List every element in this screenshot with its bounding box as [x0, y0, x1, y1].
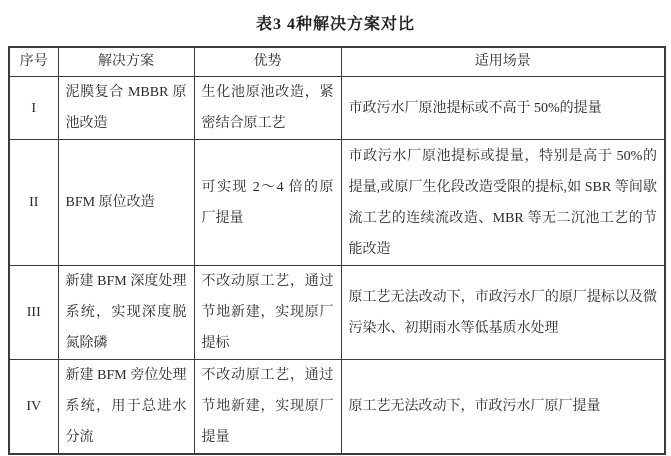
table-row: [9, 266, 665, 360]
cell-no: IV: [9, 360, 58, 455]
cell-scenario: 原工艺无法改动下，市政污水厂的原厂提标以及微污染水、初期雨水等低基质水处理: [341, 266, 665, 360]
cell-no: II: [9, 140, 58, 266]
cell-solution: 新建 BFM 旁位处理系统，用于总进水分流: [58, 360, 194, 455]
table-row: [9, 77, 665, 140]
table-row: [9, 360, 665, 455]
cell-advantage: 不改动原工艺，通过节地新建，实现原厂提量: [194, 360, 341, 455]
column-header-no: 序号: [9, 47, 58, 77]
column-header-scenario: 适用场景: [341, 47, 665, 77]
cell-advantage: 可实现 2～4 倍的原厂提量: [194, 140, 341, 266]
cell-solution: 新建 BFM 深度处理系统，实现深度脱氮除磷: [58, 266, 194, 360]
cell-solution: 泥膜复合 MBBR 原池改造: [58, 77, 194, 140]
table-caption: 表3 4种解决方案对比: [255, 16, 415, 33]
cell-scenario: 市政污水厂原池提标或不高于 50%的提量: [341, 77, 665, 140]
column-header-solution: 解决方案: [58, 47, 194, 77]
cell-scenario: 市政污水厂原池提标或提量，特别是高于 50%的提量,或原厂生化段改造受限的提标,如 SBR 等间歇流工艺的连续流改造、MBR 等无二沉池工艺的节能改造: [341, 140, 665, 266]
table-row: [9, 140, 665, 266]
table-header-row: [9, 47, 665, 77]
cell-scenario: 原工艺无法改动下，市政污水厂原厂提量: [341, 360, 665, 455]
cell-no: III: [9, 266, 58, 360]
column-header-advantage: 优势: [194, 47, 341, 77]
solutions-comparison-table: [8, 46, 666, 455]
cell-no: I: [9, 77, 58, 140]
cell-advantage: 生化池原池改造，紧密结合原工艺: [194, 77, 341, 140]
cell-advantage: 不改动原工艺，通过节地新建，实现原厂提标: [194, 266, 341, 360]
cell-solution: BFM 原位改造: [58, 140, 194, 266]
